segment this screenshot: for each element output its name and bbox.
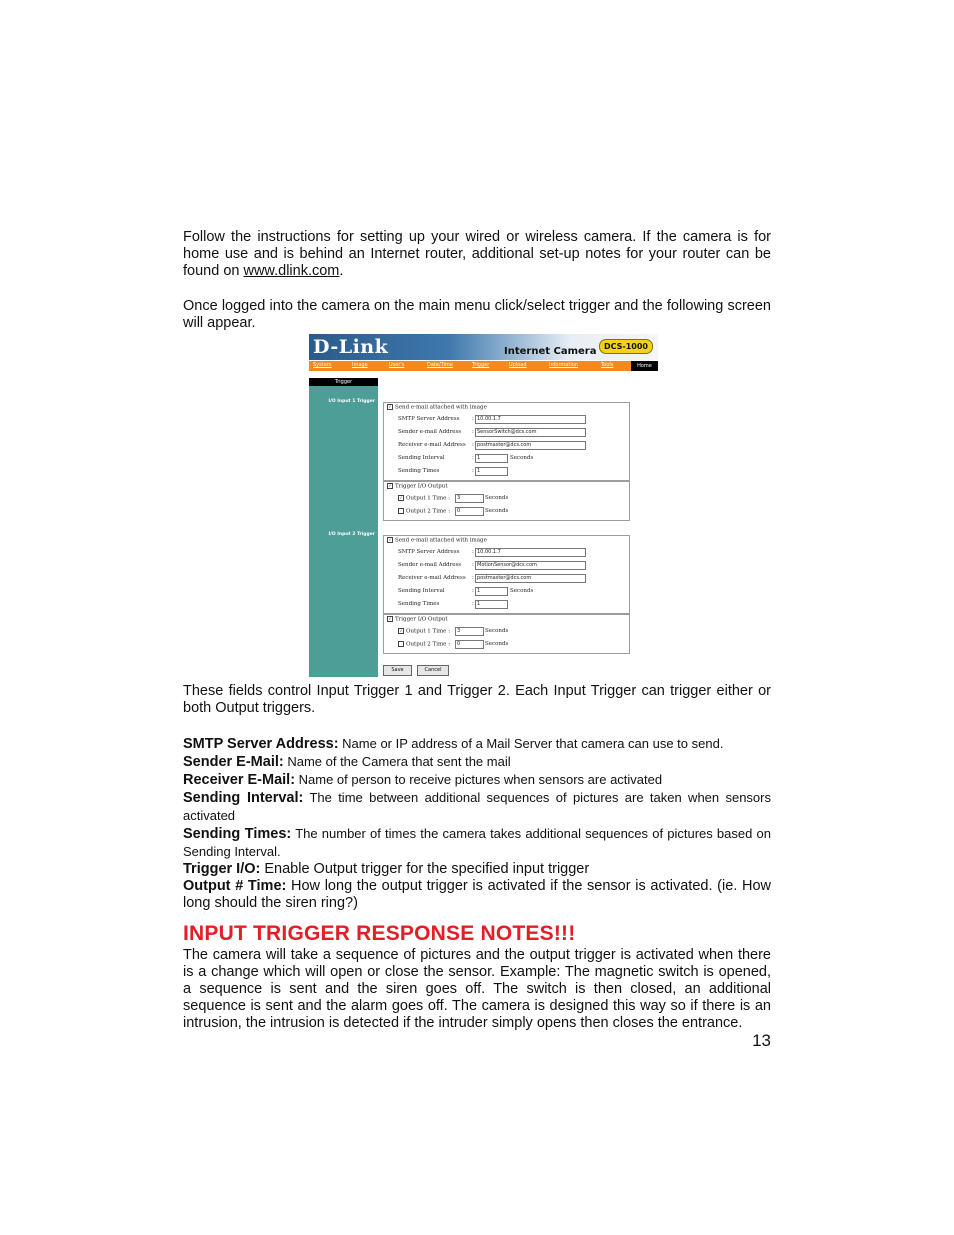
colon: : (472, 455, 474, 461)
definition-text: Name of the Camera that sent the mail (283, 754, 511, 769)
times-label: Sending Times (398, 468, 440, 474)
screenshot-sidebar (309, 378, 378, 677)
input1-email-box (383, 402, 630, 481)
definition-trigger-io (183, 861, 771, 878)
nav-tools[interactable]: Tools (601, 362, 614, 368)
cancel-button[interactable]: Cancel (417, 665, 449, 676)
output2-field-1[interactable]: 0 (455, 507, 484, 516)
model-badge: DCS-1000 (599, 339, 653, 354)
colon: : (472, 416, 474, 422)
nav-trigger[interactable]: Trigger (472, 362, 490, 368)
seconds-label: Seconds (485, 641, 509, 647)
output1-field-2[interactable]: 3 (455, 627, 484, 636)
definition-text: Name of person to receive pictures when sensors are activated (295, 772, 663, 787)
definition-term: Sending Times: (183, 826, 292, 842)
output2-checkbox-1[interactable] (398, 508, 404, 514)
dlink-logo: D-Link (313, 336, 389, 358)
output2-field-2[interactable]: 0 (455, 640, 484, 649)
definition-term: Sender E-Mail: (183, 754, 284, 770)
colon: : (472, 549, 474, 555)
output1-label: Output 1 Time (406, 628, 447, 635)
save-button[interactable]: Save (383, 665, 412, 676)
sender-label: Sender e-mail Address (398, 562, 462, 568)
send-email-checkbox-1[interactable]: ✓ (388, 404, 392, 409)
nav-system[interactable]: System (313, 362, 332, 368)
definition-text: Name or IP address of a Mail Server that camera can use to send. (338, 736, 724, 751)
times-field-1[interactable]: 1 (475, 467, 508, 476)
colon: : (448, 628, 451, 635)
interval-label: Sending Interval (398, 588, 445, 594)
interval-field-1[interactable]: 1 (475, 454, 508, 463)
colon: : (472, 468, 474, 474)
nav-upload[interactable]: Upload (509, 362, 527, 368)
definition-text: How long the output trigger is activated if the sensor is activated. (ie. How long should the siren ring?) (183, 878, 771, 911)
definition-interval (183, 789, 771, 825)
seconds-label: Seconds (510, 455, 534, 461)
output2-checkbox-2[interactable] (398, 641, 404, 647)
input1-io-box (383, 481, 630, 521)
intro-paragraph-2: Once logged into the camera on the main menu click/select trigger and the following screen will appear. (183, 298, 771, 331)
definition-term: Output # Time: (183, 878, 287, 894)
interval-field-2[interactable]: 1 (475, 587, 508, 596)
definition-text: The time between additional sequences of pictures are taken when sensors activated (183, 790, 771, 823)
receiver-label: Receiver e-mail Address (398, 575, 466, 581)
receiver-field-2[interactable]: postmaster@dcs.com (475, 574, 586, 583)
definition-term: Sending Interval: (183, 790, 304, 806)
colon: : (448, 641, 451, 648)
product-title: Internet Camera (504, 346, 597, 357)
sender-label: Sender e-mail Address (398, 429, 462, 435)
nav-users[interactable]: User's (389, 362, 405, 368)
sender-field-1[interactable]: SensorSwitch@dcs.com (475, 428, 586, 437)
send-email-label: Send e-mail attached with image (395, 537, 487, 544)
dlink-website-link[interactable]: www.dlink.com (243, 263, 340, 279)
colon: : (472, 442, 474, 448)
smtp-field-2[interactable]: 10.00.1.7 (475, 548, 586, 557)
nav-image[interactable]: Image (352, 362, 368, 368)
trigger-io-checkbox-1[interactable]: ✓ (388, 483, 392, 488)
input2-trigger-label: I/O Input 2 Trigger (328, 532, 375, 537)
definition-term: Trigger I/O: (183, 861, 261, 877)
definition-sender (183, 753, 771, 771)
times-field-2[interactable]: 1 (475, 600, 508, 609)
sidebar-header-trigger: Trigger (309, 378, 378, 386)
definition-term: Receiver E-Mail: (183, 772, 296, 788)
trigger-fields-description: These fields control Input Trigger 1 and Trigger 2. Each Input Trigger can trigger either or both Output triggers. (183, 683, 771, 716)
definition-text: Enable Output trigger for the specified input trigger (260, 861, 590, 877)
trigger-io-checkbox-2[interactable]: ✓ (388, 616, 392, 621)
smtp-label: SMTP Server Address (398, 549, 460, 555)
colon: : (472, 575, 474, 581)
send-email-checkbox-2[interactable]: ✓ (388, 537, 392, 542)
input2-io-box (383, 614, 630, 654)
receiver-label: Receiver e-mail Address (398, 442, 466, 448)
definition-receiver (183, 771, 771, 789)
intro-text: Follow the instructions for setting up your wired or wireless camera. If the camera is for home use and is behind an Internet router, additional set-up notes for your router can be found on (183, 229, 771, 279)
trigger-io-label: Trigger I/O Output (395, 616, 448, 623)
colon: : (472, 429, 474, 435)
receiver-field-1[interactable]: postmaster@dcs.com (475, 441, 586, 450)
colon: : (448, 495, 451, 502)
colon: : (472, 588, 474, 594)
colon: : (472, 601, 474, 607)
output1-checkbox-2[interactable]: ✓ (399, 628, 403, 633)
sender-field-2[interactable]: MotionSensor@dcs.com (475, 561, 586, 570)
definition-smtp (183, 735, 771, 753)
notes-paragraph: The camera will take a sequence of pictures and the output trigger is activated when there is a change which will open or close the sensor. Example: The magnetic switch is opened, a sequence is sent and the siren goes off. The switch is then closed, an additional sequence is sent and the alarm goes off. The camera is designed this way so if there is an intrusion, the intrusion is detected if the intruder simply opens then closes the entrance. (183, 947, 771, 1031)
definition-term: SMTP Server Address: (183, 736, 339, 752)
send-email-label: Send e-mail attached with image (395, 404, 487, 411)
interval-label: Sending Interval (398, 455, 445, 461)
input1-trigger-label: I/O Input 1 Trigger (328, 399, 375, 404)
nav-datetime[interactable]: Date/Time (427, 362, 453, 368)
intro-paragraph-1 (183, 229, 771, 280)
smtp-label: SMTP Server Address (398, 416, 460, 422)
smtp-field-1[interactable]: 10.00.1.7 (475, 415, 586, 424)
seconds-label: Seconds (485, 628, 509, 634)
output1-label: Output 1 Time (406, 495, 447, 502)
trigger-config-screenshot (309, 334, 658, 677)
seconds-label: Seconds (510, 588, 534, 594)
intro-period: . (339, 263, 344, 279)
nav-home[interactable]: Home (631, 361, 658, 371)
seconds-label: Seconds (485, 508, 509, 514)
page-number: 13 (752, 1031, 771, 1050)
definition-times (183, 825, 771, 861)
definition-output-time (183, 878, 771, 912)
times-label: Sending Times (398, 601, 440, 607)
output1-checkbox-1[interactable]: ✓ (399, 495, 403, 500)
output2-label: Output 2 Time (406, 641, 447, 648)
colon: : (472, 562, 474, 568)
output1-field-1[interactable]: 3 (455, 494, 484, 503)
seconds-label: Seconds (485, 495, 509, 501)
section-heading: INPUT TRIGGER RESPONSE NOTES!!! (183, 922, 576, 945)
colon: : (448, 508, 451, 515)
main-nav-bar (309, 361, 658, 371)
trigger-io-label: Trigger I/O Output (395, 483, 448, 490)
input2-email-box (383, 535, 630, 614)
definition-text: The number of times the camera takes additional sequences of pictures based on Sending Interval. (183, 826, 771, 859)
nav-information[interactable]: Information (549, 362, 578, 368)
field-definitions (183, 735, 771, 912)
output2-label: Output 2 Time (406, 508, 447, 515)
